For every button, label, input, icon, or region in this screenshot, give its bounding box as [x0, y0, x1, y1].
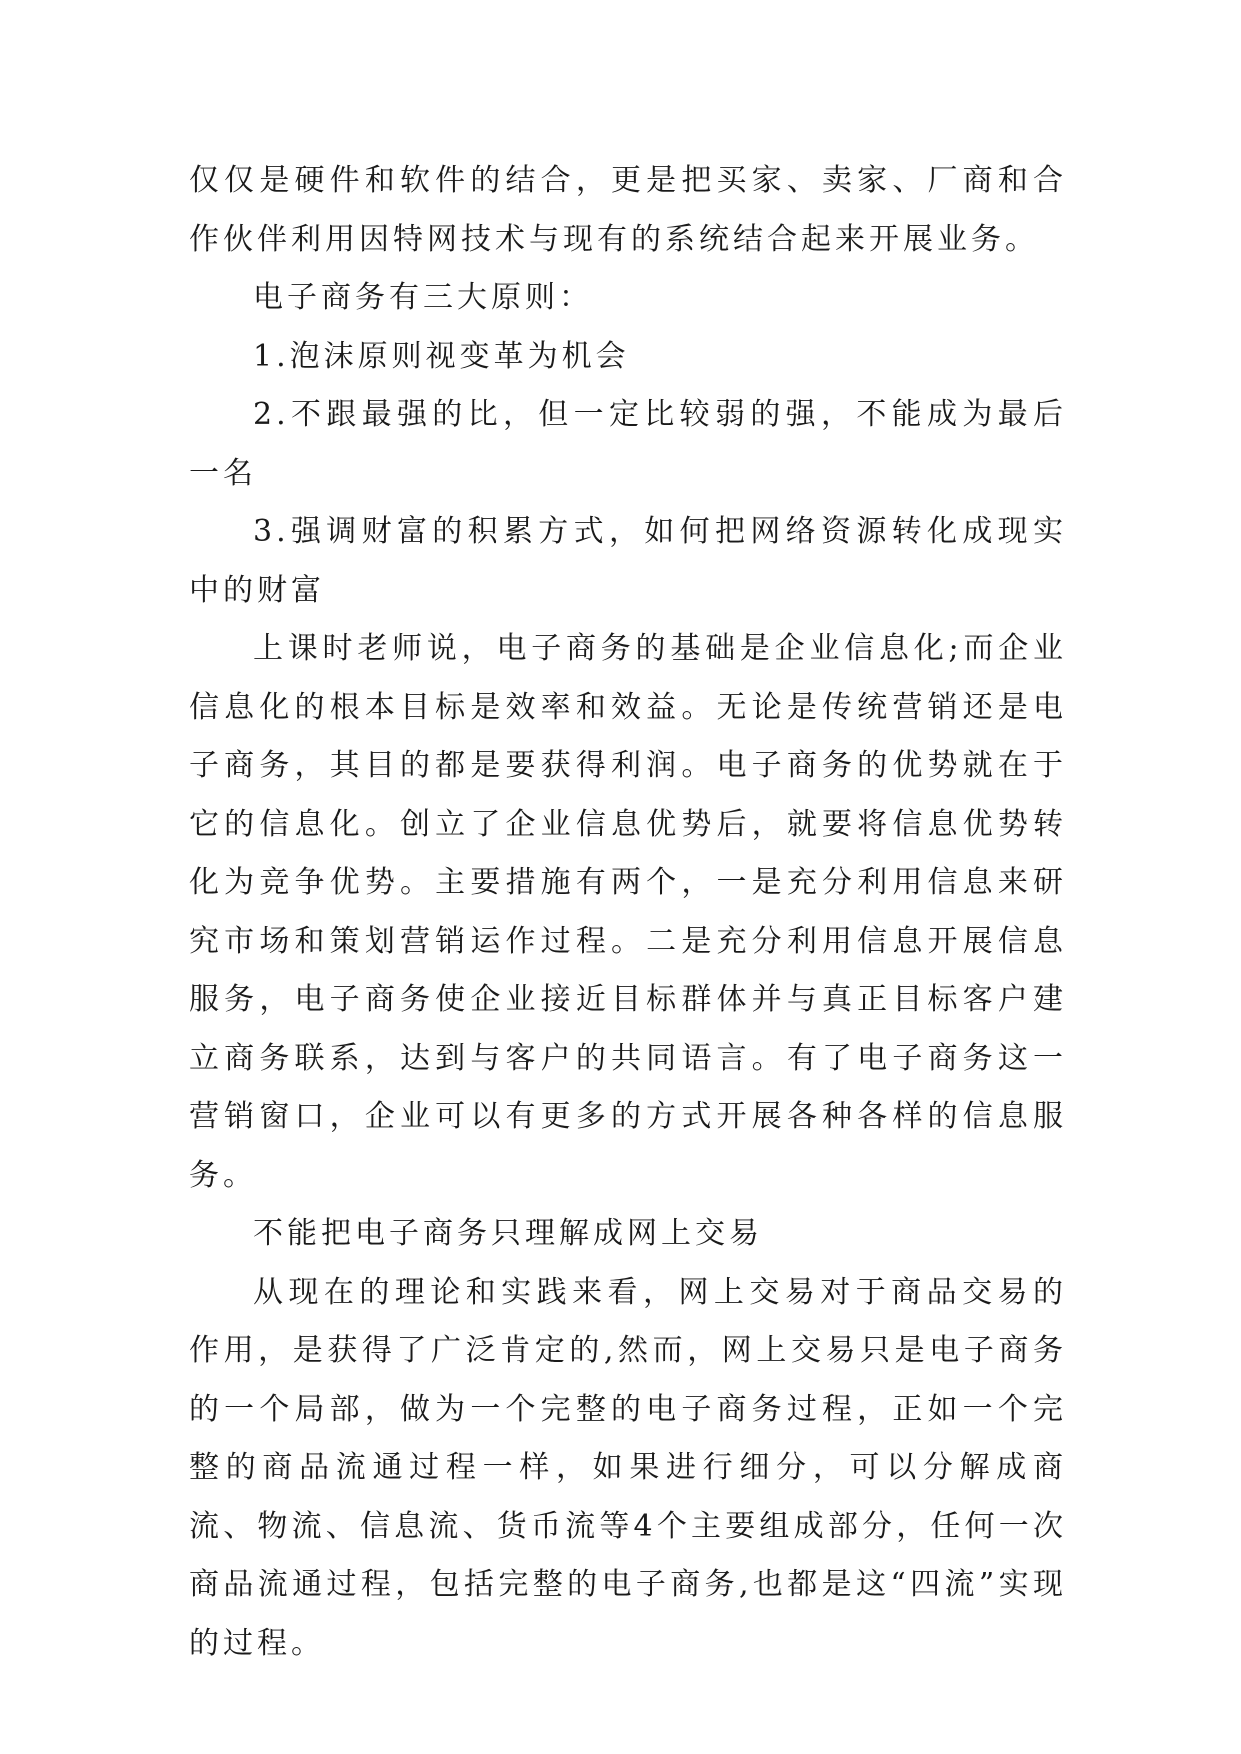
paragraph-continuation: 仅仅是硬件和软件的结合，更是把买家、卖家、厂商和合作伙伴利用因特网技术与现有的系统结合起来开展业务。: [189, 163, 1067, 257]
paragraph-principle-2: 2.不跟最强的比，但一定比较弱的强，不能成为最后一名: [189, 397, 1067, 491]
paragraph-principle-1: 1.泡沫原则视变革为机会: [253, 338, 630, 374]
paragraph-principles-heading: 电子商务有三大原则：: [253, 280, 593, 315]
document-body: [189, 152, 1067, 1673]
paragraph-not-only-trading: 不能把电子商务只理解成网上交易: [253, 1216, 763, 1251]
paragraph-informatization: 上课时老师说，电子商务的基础是企业信息化;而企业信息化的根本目标是效率和效益。无论是传统营销还是电子商务，其目的都是要获得利润。电子商务的优势就在于它的信息化。创立了企业信息优势后，就要将信息优势转化为竞争优势。主要措施有两个，一是充分利用信息来研究市场和策划营销运作过程。二是充分利用信息开展信息服务，电子商务使企业接近目标群体并与真正目标客户建立商务联系，达到与客户的共同语言。有了电子商务这一营销窗口，企业可以有更多的方式开展各种各样的信息服务。: [189, 631, 1067, 1193]
paragraph-principle-3: 3.强调财富的积累方式，如何把网络资源转化成现实中的财富: [189, 514, 1067, 608]
paragraph-four-flows: 从现在的理论和实践来看，网上交易对于商品交易的作用，是获得了广泛肯定的,然而，网上交易只是电子商务的一个局部，做为一个完整的电子商务过程，正如一个完整的商品流通过程一样，如果进行细分，可以分解成商流、物流、信息流、货币流等4个主要组成部分，任何一次商品流通过程，包括完整的电子商务,也都是这“四流”实现的过程。: [189, 1274, 1067, 1661]
